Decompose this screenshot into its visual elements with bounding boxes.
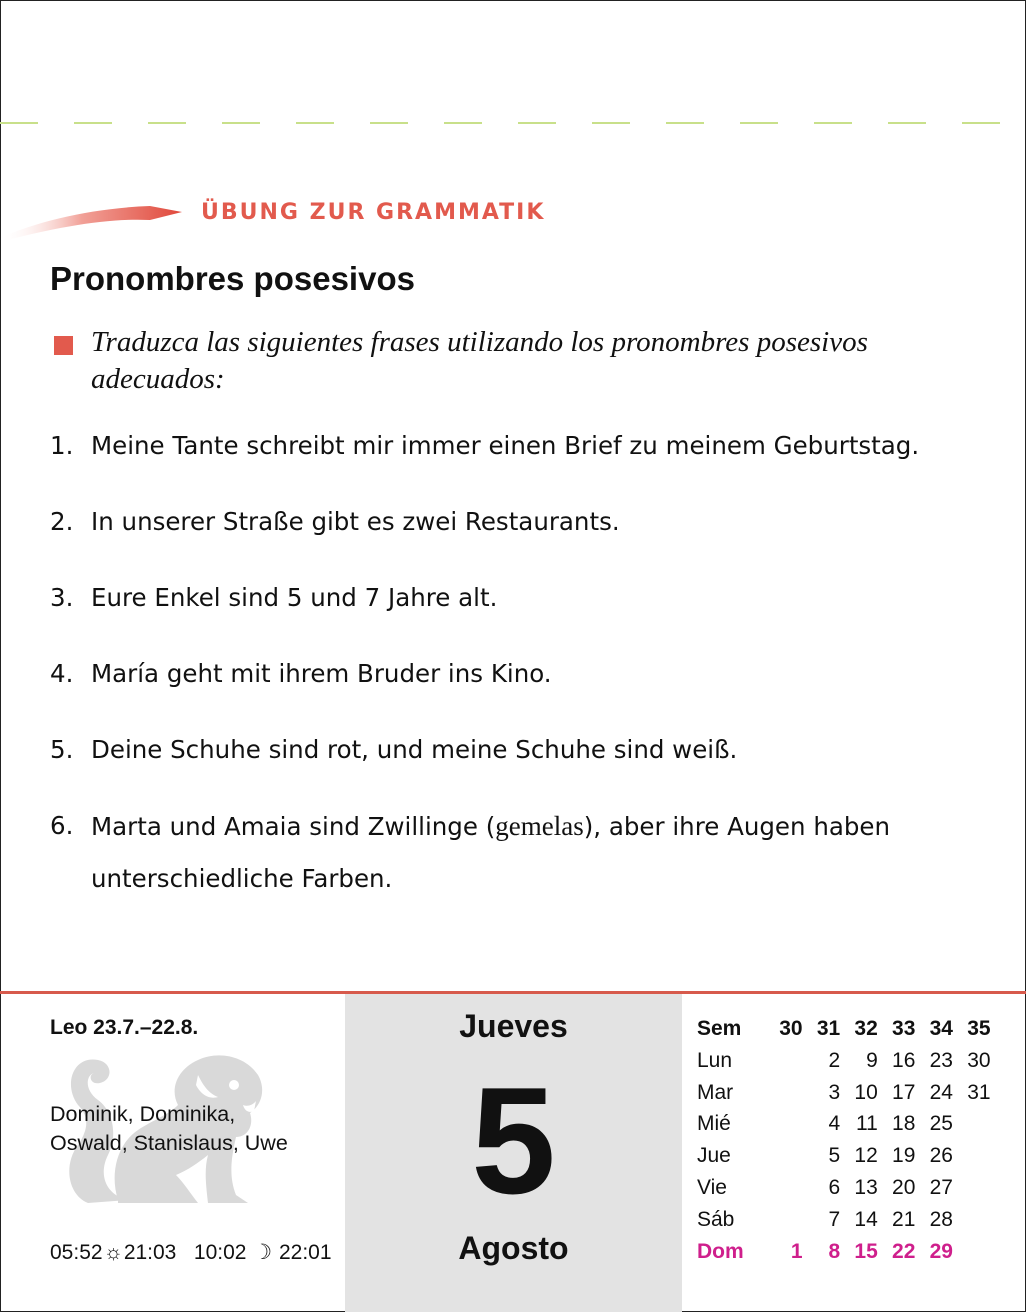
- zodiac-sign: Leo 23.7.–22.8.: [50, 1016, 199, 1039]
- calendar-date: [765, 1045, 803, 1077]
- sun-moon-times: [50, 1240, 332, 1265]
- sun-icon: ☼: [103, 1241, 123, 1264]
- exercise-text-before: Marta und Amaia sind Zwillinge (: [91, 812, 496, 841]
- exercise-number: 1.: [50, 431, 74, 460]
- month-calendar: [692, 1012, 991, 1268]
- calendar-date: 7: [828, 1207, 841, 1231]
- cut-line: [0, 116, 1026, 130]
- calendar-date: 25: [929, 1112, 953, 1136]
- exercise-item: [50, 648, 1000, 724]
- calendar-date: [765, 1172, 803, 1204]
- calendar-date: [953, 1109, 991, 1141]
- name-days: [50, 1100, 288, 1158]
- calendar-date: [765, 1140, 803, 1172]
- calendar-date: 30: [967, 1048, 991, 1072]
- name-days-line: Oswald, Stanislaus, Uwe: [50, 1131, 288, 1155]
- calendar-date: 19: [892, 1144, 916, 1168]
- exercise-number: 6.: [50, 811, 74, 840]
- calendar-date: 22: [892, 1239, 916, 1263]
- exercise-text: María geht mit ihrem Bruder ins Kino.: [91, 659, 552, 688]
- week-number: 34: [929, 1016, 953, 1040]
- calendar-row: [692, 1140, 991, 1172]
- calendar-row-sunday: [692, 1236, 991, 1268]
- moon-icon: ☽: [253, 1241, 273, 1264]
- calendar-date: 2: [828, 1048, 841, 1072]
- exercise-text: Deine Schuhe sind rot, und meine Schuhe sind weiß.: [91, 735, 738, 764]
- weekday-abbrev: Lun: [697, 1048, 733, 1072]
- week-number: 30: [779, 1016, 803, 1040]
- weekday-abbrev: Vie: [697, 1176, 727, 1200]
- sunset-time: 21:03: [123, 1241, 177, 1264]
- calendar-date: 17: [892, 1080, 916, 1104]
- calendar-row: [692, 1204, 991, 1236]
- calendar-date: [765, 1109, 803, 1141]
- sunrise-time: 05:52: [50, 1241, 103, 1264]
- calendar-date: [953, 1140, 991, 1172]
- day-number: 5: [471, 1056, 556, 1226]
- weekday-abbrev: Dom: [697, 1239, 744, 1263]
- calendar-date: [765, 1204, 803, 1236]
- exercise-number: 4.: [50, 659, 74, 688]
- exercise-item: [50, 420, 1000, 496]
- calendar-date: 23: [929, 1048, 953, 1072]
- calendar-date: 31: [967, 1080, 991, 1104]
- calendar-date: 5: [828, 1144, 841, 1168]
- calendar-week-header: [692, 1012, 991, 1045]
- calendar-date: 12: [854, 1144, 878, 1168]
- weekday-label: Jueves: [459, 1008, 568, 1044]
- exercise-text: In unserer Straße gibt es zwei Restaurants.: [91, 507, 620, 536]
- swoosh-decoration: [0, 198, 190, 244]
- exercise-item: [50, 800, 1000, 930]
- calendar-date: 4: [828, 1112, 841, 1136]
- weekday-abbrev: Mar: [697, 1080, 734, 1104]
- month-label: Agosto: [458, 1230, 569, 1266]
- exercise-item: [50, 572, 1000, 648]
- exercise-item: [50, 496, 1000, 572]
- calendar-date: 3: [828, 1080, 841, 1104]
- week-number: 35: [967, 1016, 991, 1040]
- exercise-number: 2.: [50, 507, 74, 536]
- exercise-text: Meine Tante schreibt mir immer einen Brief zu meinem Geburtstag.: [91, 431, 920, 460]
- calendar-date: 21: [892, 1207, 916, 1231]
- calendar-date: [953, 1172, 991, 1204]
- calendar-row: [692, 1045, 991, 1077]
- instruction-text: Traduzca las siguientes frases utilizando los pronombres posesivos adecuados:: [91, 326, 868, 395]
- calendar-row: [692, 1109, 991, 1141]
- calendar-date: [765, 1077, 803, 1109]
- calendar-date: 28: [929, 1207, 953, 1231]
- weekday-abbrev: Sáb: [697, 1207, 735, 1231]
- calendar-date: 14: [854, 1207, 878, 1231]
- calendar-date: 6: [828, 1176, 841, 1200]
- calendar-date: 10: [854, 1080, 878, 1104]
- section-label: ÜBUNG ZUR GRAMMATIK: [201, 200, 546, 225]
- name-days-line: Dominik, Dominika,: [50, 1102, 236, 1126]
- calendar-date: 26: [929, 1144, 953, 1168]
- calendar-date: 9: [866, 1048, 878, 1072]
- calendar-date: 16: [892, 1048, 916, 1072]
- calendar-date: 11: [855, 1112, 878, 1136]
- calendar-date: 18: [892, 1112, 916, 1136]
- weekday-abbrev: Mié: [697, 1112, 731, 1136]
- bullet-square-icon: [54, 336, 73, 355]
- calendar-date: 13: [854, 1176, 878, 1200]
- calendar-date: 8: [828, 1239, 841, 1263]
- exercise-item: [50, 724, 1000, 800]
- exercise-gloss: gemelas: [495, 811, 584, 841]
- week-header-label: Sem: [697, 1016, 742, 1040]
- exercise-text-after: ), aber ihre Augen haben unterschiedliche Farben.: [91, 812, 891, 893]
- calendar-date: [953, 1236, 991, 1268]
- weekday-abbrev: Jue: [697, 1144, 731, 1168]
- calendar-row: [692, 1172, 991, 1204]
- week-number: 32: [854, 1016, 878, 1040]
- calendar-date: 29: [929, 1239, 953, 1263]
- calendar-date: 1: [790, 1239, 803, 1263]
- calendar-date: 24: [929, 1080, 953, 1104]
- calendar-date: 15: [854, 1239, 878, 1263]
- week-number: 33: [892, 1016, 916, 1040]
- page-title: Pronombres posesivos: [50, 260, 415, 297]
- moonset-time: 22:01: [278, 1241, 332, 1264]
- calendar-row: [692, 1077, 991, 1109]
- week-number: 31: [816, 1016, 841, 1040]
- calendar-date: [953, 1204, 991, 1236]
- calendar-date: 20: [892, 1176, 916, 1200]
- calendar-date: 27: [929, 1176, 953, 1200]
- exercise-list: [50, 420, 1000, 930]
- exercise-number: 3.: [50, 583, 74, 612]
- exercise-text: Eure Enkel sind 5 und 7 Jahre alt.: [91, 583, 498, 612]
- exercise-number: 5.: [50, 735, 74, 764]
- moonrise-time: 10:02: [193, 1241, 247, 1264]
